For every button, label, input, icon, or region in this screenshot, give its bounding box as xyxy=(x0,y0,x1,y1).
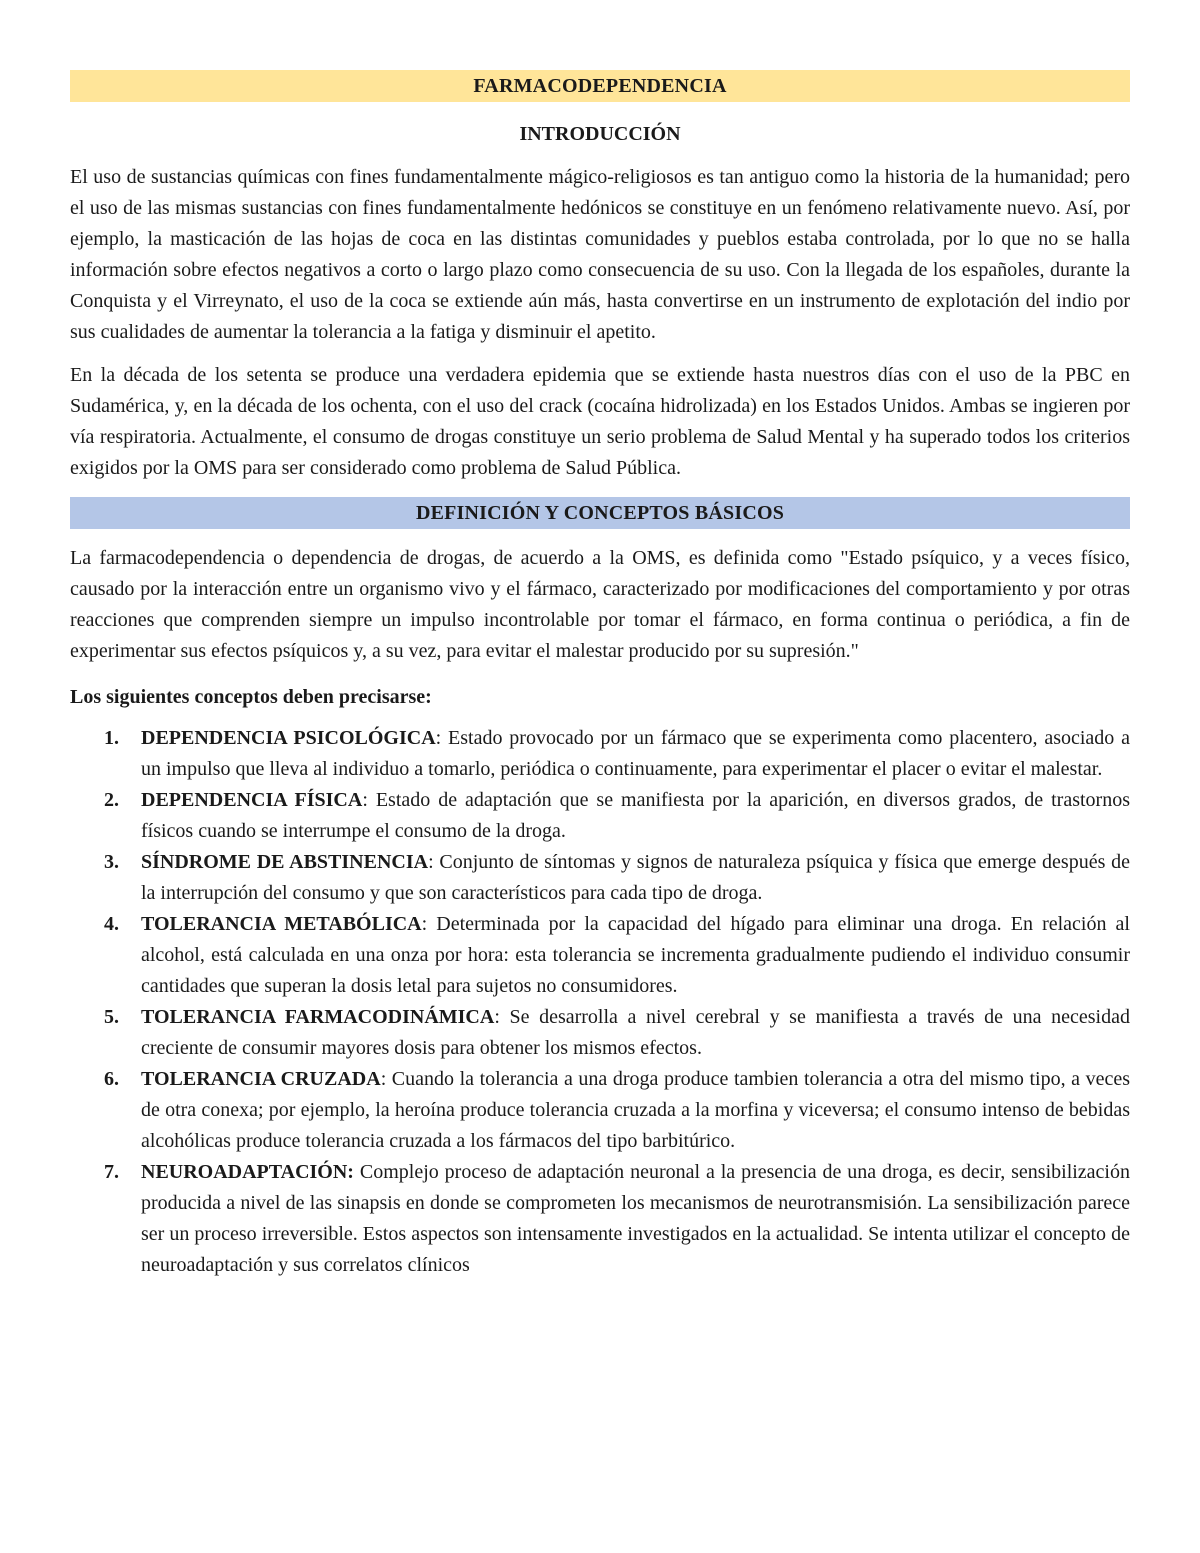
concept-number: 2. xyxy=(104,789,119,811)
document-page xyxy=(70,70,1130,1281)
concepts-lead: Los siguientes conceptos deben precisarse: xyxy=(70,686,432,708)
concept-term: NEUROADAPTACIÓN: xyxy=(141,1161,354,1183)
concept-term: DEPENDENCIA FÍSICA xyxy=(141,789,363,811)
concepts-list xyxy=(70,723,1130,1281)
concept-text: : Estado de adaptación que se manifiesta por la aparición, en diversos grados, de trastornos físicos cuando se interrumpe el consumo de la droga. xyxy=(141,789,1131,842)
concept-text: : Estado provocado por un fármaco que se experimenta como placentero, asociado a un impulso que lleva al individuo a tomarlo, periódica o continuamente, para experimentar el placer o evitar el malestar. xyxy=(141,727,1131,780)
concept-item xyxy=(70,909,1130,1002)
definition-heading: DEFINICIÓN Y CONCEPTOS BÁSICOS xyxy=(70,497,1130,529)
concept-term: TOLERANCIA METABÓLICA xyxy=(141,913,422,935)
concept-item xyxy=(70,1002,1130,1064)
concept-item xyxy=(70,1157,1130,1281)
concept-number: 3. xyxy=(104,851,119,873)
concept-term: SÍNDROME DE ABSTINENCIA xyxy=(141,851,429,873)
definition-paragraph: La farmacodependencia o dependencia de drogas, de acuerdo a la OMS, es definida como "Estado psíquico, y a veces físico, causado por la interacción entre un organismo vivo y el fármaco, caracterizado por modificaciones del comportamiento y por otras reacciones que comprenden siempre un impulso incontrolable por tomar el fármaco, en forma continua o periódica, a fin de experimentar sus efectos psíquicos y, a su vez, para evitar el malestar producido por su supresión." xyxy=(70,547,1130,662)
concept-term: DEPENDENCIA PSICOLÓGICA xyxy=(141,727,436,749)
concept-text: : Determinada por la capacidad del hígado para eliminar una droga. En relación al alcohol, está calculada en una onza por hora: esta tolerancia se incrementa gradualmente pudiendo el individuo consumir cantidades que superan la dosis letal para sujetos no consumidores. xyxy=(141,913,1130,997)
concept-item xyxy=(70,723,1130,785)
concept-number: 5. xyxy=(104,1006,119,1028)
concept-text: : Conjunto de síntomas y signos de naturaleza psíquica y física que emerge después de la interrupción del consumo y que son característicos para cada tipo de droga. xyxy=(141,851,1130,904)
concept-number: 6. xyxy=(104,1068,119,1090)
concept-text: : Se desarrolla a nivel cerebral y se manifiesta a través de una necesidad creciente de consumir mayores dosis para obtener los mismos efectos. xyxy=(141,1006,1130,1059)
concept-term: TOLERANCIA CRUZADA xyxy=(141,1068,381,1090)
intro-heading: INTRODUCCIÓN xyxy=(519,123,681,145)
intro-paragraph-2: En la década de los setenta se produce una verdadera epidemia que se extiende hasta nuestros días con el uso de la PBC en Sudamérica, y, en la década de los ochenta, con el uso del crack (cocaína hidrolizada) en los Estados Unidos. Ambas se ingieren por vía respiratoria. Actualmente, el consumo de drogas constituye un serio problema de Salud Mental y ha superado todos los criterios exigidos por la OMS para ser considerado como problema de Salud Pública. xyxy=(70,364,1130,479)
document-title: FARMACODEPENDENCIA xyxy=(70,70,1130,102)
intro-paragraph-1: El uso de sustancias químicas con fines fundamentalmente mágico-religiosos es tan antiguo como la historia de la humanidad; pero el uso de las mismas sustancias con fines fundamentalmente hedónicos se constituye en un fenómeno relativamente nuevo. Así, por ejemplo, la masticación de las hojas de coca en las distintas comunidades y pueblos estaba controlada, por lo que no se halla información sobre efectos negativos a corto o largo plazo como consecuencia de su uso. Con la llegada de los españoles, durante la Conquista y el Virreynato, el uso de la coca se extiende aún más, hasta convertirse en un instrumento de explotación del indio por sus cualidades de aumentar la tolerancia a la fatiga y disminuir el apetito. xyxy=(70,166,1130,343)
concept-number: 4. xyxy=(104,913,119,935)
concept-item xyxy=(70,785,1130,847)
concept-text: : Cuando la tolerancia a una droga produce tambien tolerancia a otra del mismo tipo, a veces de otra conexa; por ejemplo, la heroína produce tolerancia cruzada a la morfina y viceversa; el consumo intenso de bebidas alcohólicas produce tolerancia cruzada a los fármacos del tipo barbitúrico. xyxy=(141,1068,1130,1152)
concept-item xyxy=(70,1064,1130,1157)
concept-number: 7. xyxy=(104,1161,119,1183)
concept-term: TOLERANCIA FARMACODINÁMICA xyxy=(141,1006,495,1028)
concept-item xyxy=(70,847,1130,909)
concept-number: 1. xyxy=(104,727,119,749)
concept-text: Complejo proceso de adaptación neuronal a la presencia de una droga, es decir, sensibilización producida a nivel de las sinapsis en donde se comprometen los mecanismos de neurotransmisión. La sensibilización parece ser un proceso irreversible. Estos aspectos son intensamente investigados en la actualidad. Se intenta utilizar el concepto de neuroadaptación y sus correlatos clínicos xyxy=(141,1161,1130,1276)
